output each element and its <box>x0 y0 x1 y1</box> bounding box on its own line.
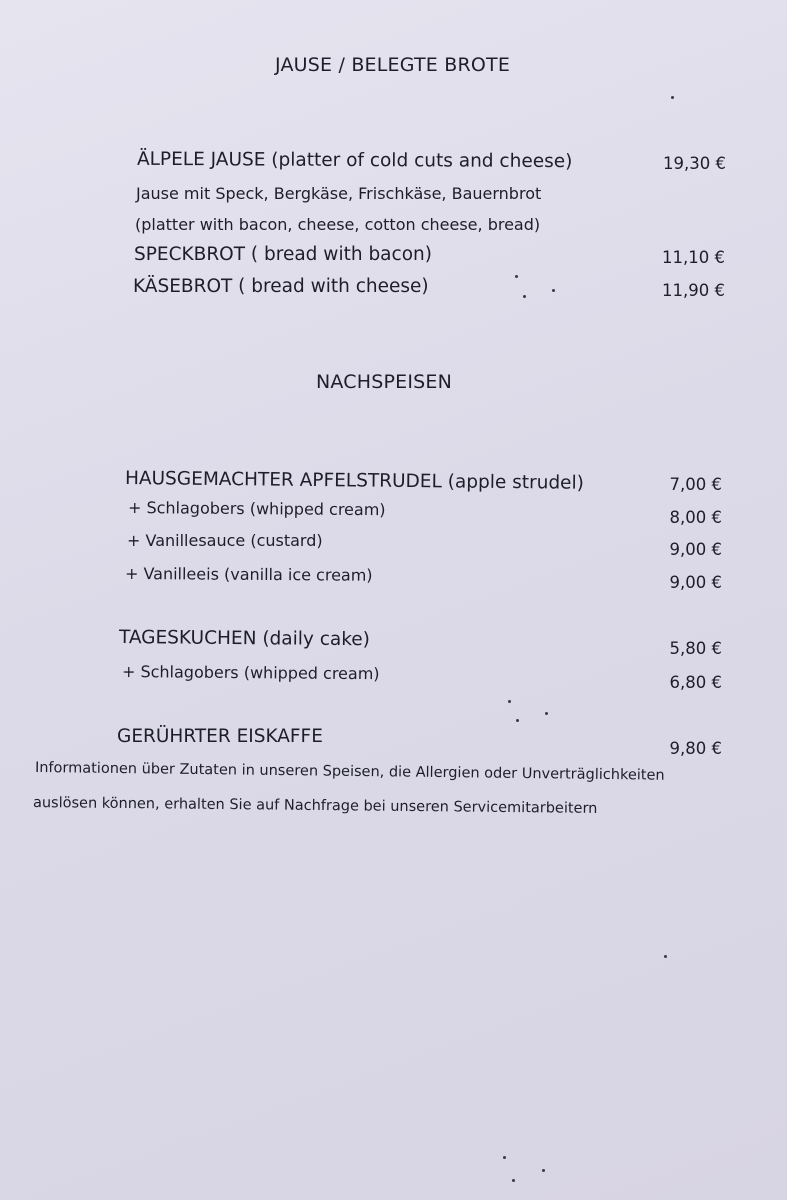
section-title-jause: JAUSE / BELEGTE BROTE <box>275 54 511 76</box>
menu-item-name: ÄLPELE JAUSE (platter of cold cuts and cheese) <box>136 148 573 173</box>
menu-extra-price: 8,00 € <box>669 508 722 527</box>
paper-speck <box>508 700 511 703</box>
menu-item-price: 9,80 € <box>669 739 722 758</box>
paper-speck <box>523 295 526 298</box>
menu-extra-price: 9,00 € <box>669 540 722 559</box>
menu-item-price: 11,90 € <box>662 281 725 300</box>
paper-speck <box>552 289 555 292</box>
paper-speck <box>545 712 548 715</box>
menu-extra-price: 6,80 € <box>669 673 722 692</box>
menu-item-name: HAUSGEMACHTER APFELSTRUDEL (apple strudel) <box>124 468 584 494</box>
menu-extra-name: + Schlagobers (whipped cream) <box>127 498 386 520</box>
menu-item-price: 19,30 € <box>663 154 726 173</box>
menu-extra-name: + Vanilleeis (vanilla ice cream) <box>124 564 373 585</box>
menu-extra-name: + Vanillesauce (custard) <box>127 531 323 550</box>
menu-item-name: TAGESKUCHEN (daily cake) <box>118 627 371 651</box>
paper-speck <box>515 275 518 278</box>
menu-item-name: GERÜHRTER EISKAFFE <box>117 726 323 747</box>
menu-item-price: 5,80 € <box>669 639 722 658</box>
menu-item-price: 11,10 € <box>662 248 725 267</box>
paper-speck <box>516 719 519 722</box>
allergy-note-line: auslösen können, erhalten Sie auf Nachfrage bei unseren Servicemitarbeitern <box>32 795 598 817</box>
menu-item-name: SPECKBROT ( bread with bacon) <box>134 244 432 265</box>
paper-speck <box>512 1179 515 1182</box>
menu-item-description: Jause mit Speck, Bergkäse, Frischkäse, Bauernbrot <box>136 184 542 203</box>
section-title-nachspeisen: NACHSPEISEN <box>316 371 453 393</box>
menu-item-name: KÄSEBROT ( bread with cheese) <box>133 276 429 297</box>
menu-item-price: 7,00 € <box>669 475 722 494</box>
allergy-note-line: Informationen über Zutaten in unseren Speisen, die Allergien oder Unverträglichkeiten <box>34 760 665 784</box>
paper-speck <box>503 1156 506 1159</box>
menu-item-description: (platter with bacon, cheese, cotton cheese, bread) <box>135 215 541 234</box>
paper-speck <box>671 96 674 99</box>
menu-extra-name: + Schlagobers (whipped cream) <box>121 662 380 684</box>
menu-extra-price: 9,00 € <box>669 573 722 592</box>
paper-speck <box>542 1169 545 1172</box>
paper-speck <box>664 955 667 958</box>
